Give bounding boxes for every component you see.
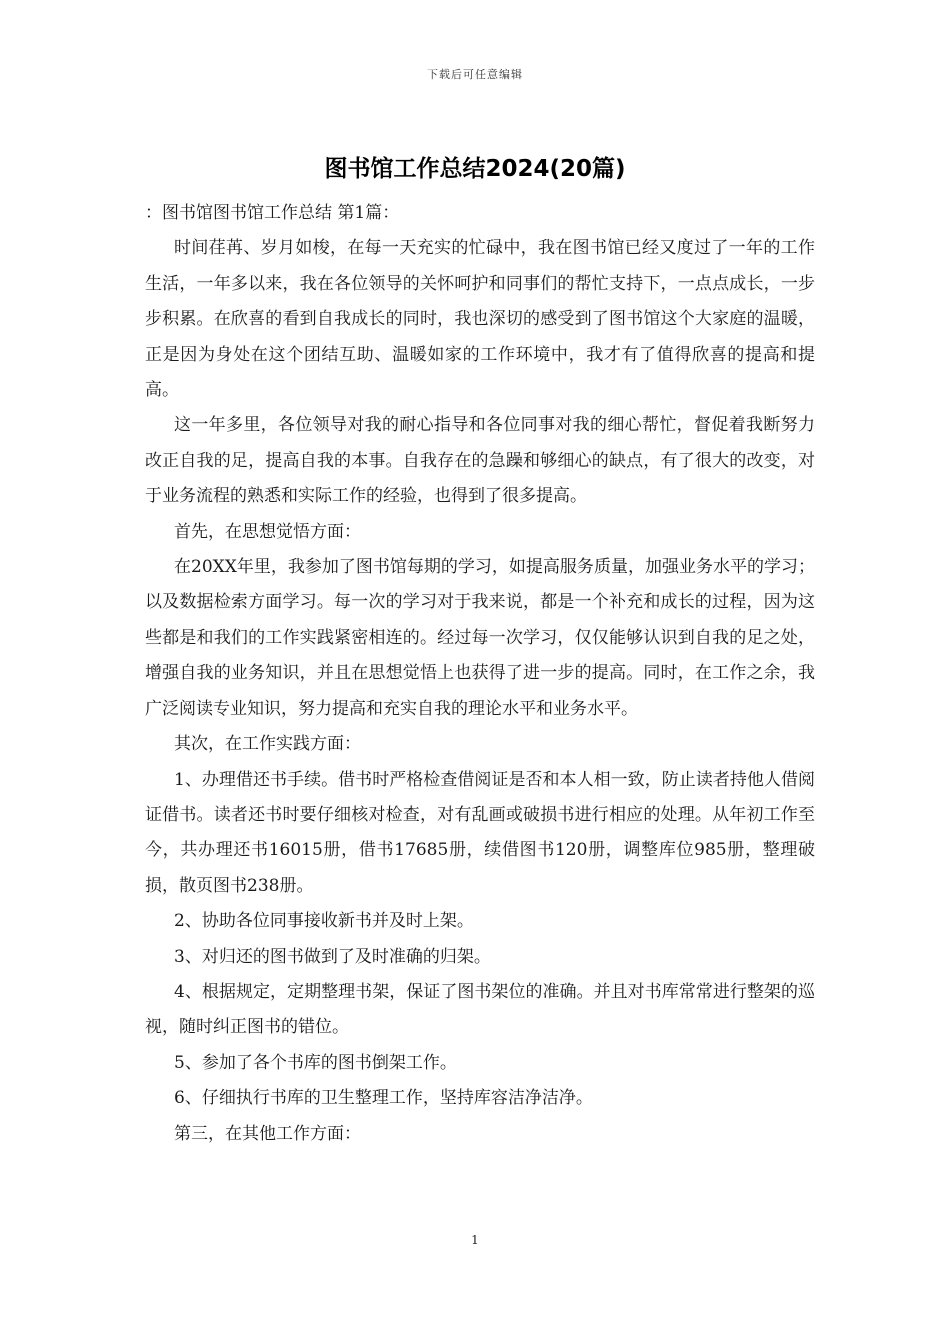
paragraph: ：图书馆图书馆工作总结 第1篇： [145,203,400,223]
paragraph: 在20XX年里，我参加了图书馆每期的学习，如提高服务质量，加强业务水平的学习；以及数据检索方面学习。每一次的学习对于我来说，都是一个补充和成长的过程，因为这些都是和我们的工作实践紧密相连的。经过每一次学习，仅仅能够认识到自我的足之处，增强自我的业务知识，并且在思想觉悟上也获得了进一步的提高。同时，在工作之余，我广泛阅读专业知识，努力提高和充实自我的理论水平和业务水平。 [145,557,815,719]
list-item: 3、对归还的图书做到了及时准确的归架。 [174,946,491,967]
list-item: 1、办理借还书手续。借书时严格检查借阅证是否和本人相一致，防止读者持他人借阅证借书。读者还书时要仔细核对检查，对有乱画或破损书进行相应的处理。从年初工作至今，共办理还书16015册，借书17685册，续借图书120册，调整库位985册，整理破损，散页图书238册。 [145,769,815,896]
section-heading: 其次，在工作实践方面： [174,734,361,755]
document-body [145,196,815,1152]
list-item: 2、协助各位同事接收新书并及时上架。 [174,911,474,932]
list-item: 5、参加了各个书库的图书倒架工作。 [174,1052,457,1073]
document-title: 图书馆工作总结2024(20篇) [324,156,626,182]
paragraph: 这一年多里，各位领导对我的耐心指导和各位同事对我的细心帮忙，督促着我断努力改正自我的足，提高自我的本事。自我存在的急躁和够细心的缺点，有了很大的改变，对于业务流程的熟悉和实际工作的经验，也得到了很多提高。 [145,415,815,507]
header-note: 下载后可任意编辑 [427,68,523,81]
paragraph: 时间荏苒、岁月如梭，在每一天充实的忙碌中，我在图书馆已经又度过了一年的工作生活，一年多以来，我在各位领导的关怀呵护和同事们的帮忙支持下，一点点成长，一步步积累。在欣喜的看到自我成长的同时，我也深切的感受到了图书馆这个大家庭的温暖，正是因为身处在这个团结互助、温暖如家的工作环境中，我才有了值得欣喜的提高和提高。 [145,238,815,401]
section-heading: 第三，在其他工作方面： [174,1123,361,1144]
page-number: 1 [471,1233,479,1247]
section-heading: 首先，在思想觉悟方面： [174,521,361,542]
list-item: 6、仔细执行书库的卫生整理工作，坚持库容洁净洁净。 [174,1088,593,1109]
list-item: 4、根据规定，定期整理书架，保证了图书架位的准确。并且对书库常常进行整架的巡视，随时纠正图书的错位。 [145,981,815,1038]
